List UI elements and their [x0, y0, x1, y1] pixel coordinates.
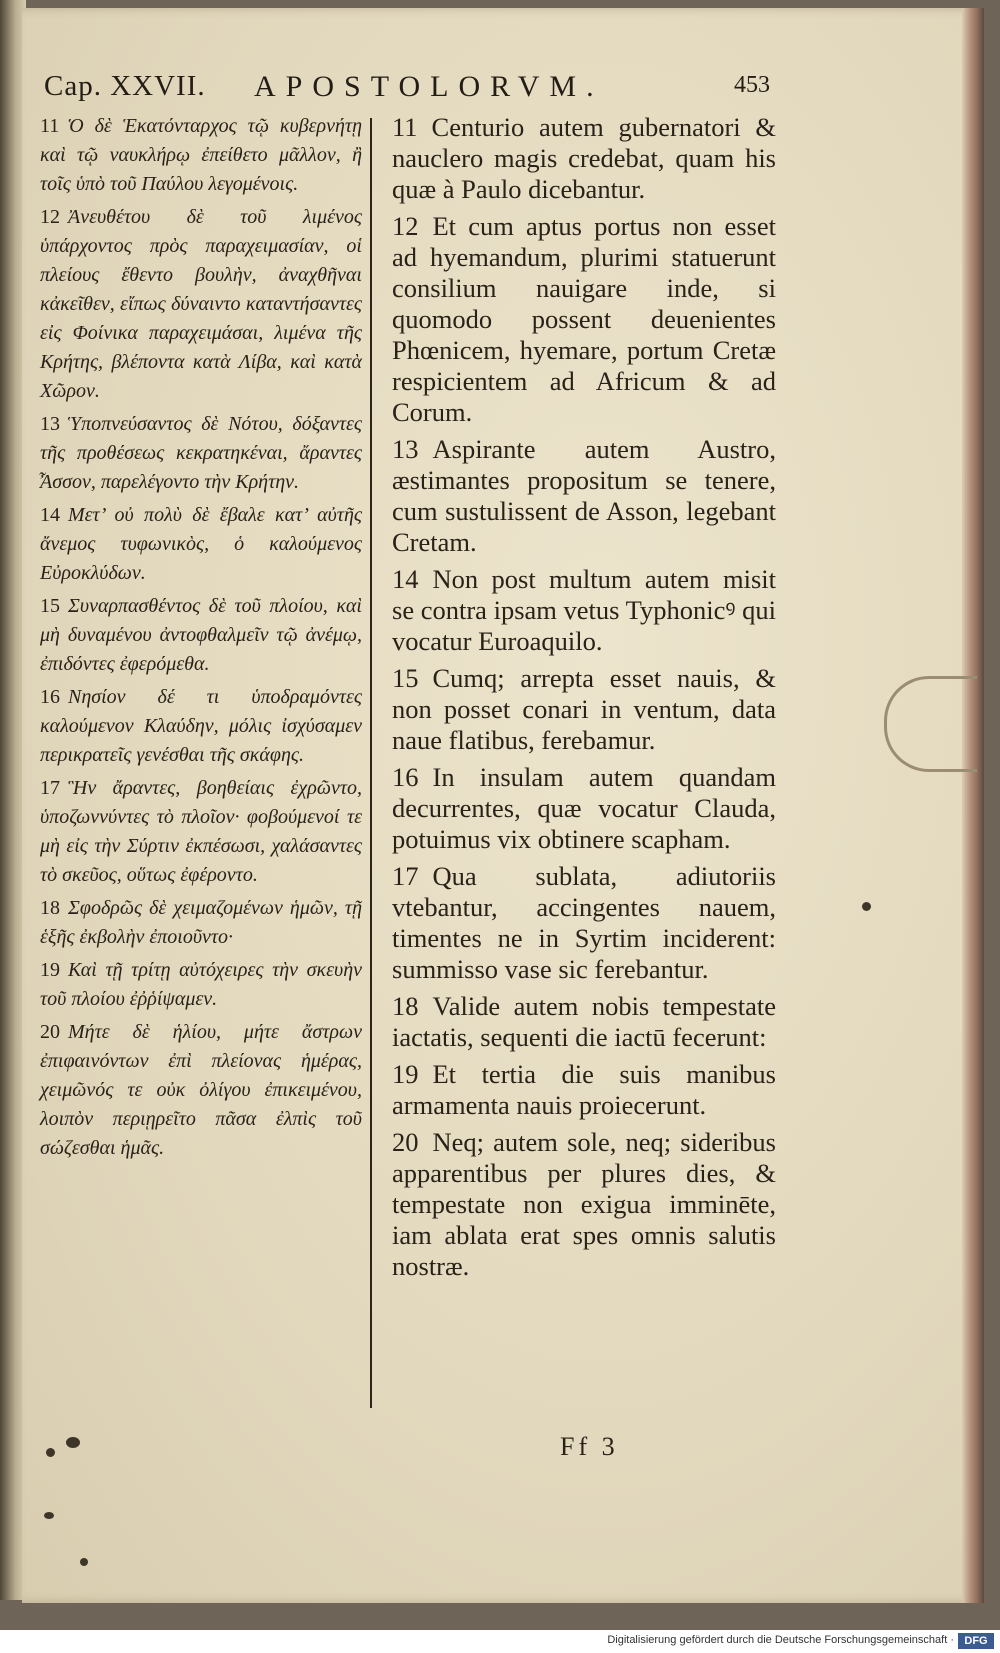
verse-text: Νησίον δέ τι ὑποδραμόντες καλούμενον Κλαύδην, μόλις ἰσχύσαμεν περικρατεῖς γενέσθαι τῆς σκάφης. [40, 686, 362, 766]
verse-text: Σφοδρῶς δὲ χειμαζομένων ἡμῶν, τῇ ἑξῆς ἐκβολὴν ἐποιοῦντο· [40, 897, 362, 948]
verse [392, 564, 776, 657]
verse-number: 16 [392, 762, 419, 792]
funding-credit: Digitalisierung gefördert durch die Deutsche Forschungsgemeinschaft · [607, 1634, 954, 1646]
verse [392, 991, 776, 1053]
verse [392, 861, 776, 985]
verse [40, 112, 362, 199]
running-header [44, 70, 784, 110]
verse-text: Non post multum autem misit se contra ipsam vetus Typhonicꝰ qui vocatur Euroaquilo. [392, 564, 776, 656]
verse [40, 592, 362, 679]
verse-number: 20 [40, 1021, 60, 1043]
verse [40, 1018, 362, 1163]
verse-number: 12 [392, 211, 419, 241]
verse-text: Neq; autem sole, neq; sideribus apparentibus per plures dies, & tempestate non exigua imminēte, iam ablata erat spes omnis salutis nostræ. [392, 1127, 776, 1281]
verse-number: 20 [392, 1127, 419, 1157]
ribbon-loop [884, 676, 977, 772]
dfg-logo: DFG [958, 1633, 994, 1649]
verse-text: Ὁ δὲ Ἑκατόνταρχος τῷ κυβερνήτῃ καὶ τῷ ναυκλήρῳ ἐπείθετο μᾶλλον, ἢ τοῖς ὑπὸ τοῦ Παύλου λεγομένοις. [40, 115, 362, 195]
verse-text: Cumq; arrepta esset nauis, & non posset conari in ventum, data naue flatibus, ferebamur. [392, 663, 776, 755]
latin-column [392, 112, 776, 1288]
verse [40, 203, 362, 406]
ink-spot [44, 1512, 54, 1519]
verse-number: 17 [40, 777, 60, 799]
verse-number: 13 [40, 413, 60, 435]
verse-number: 19 [392, 1059, 419, 1089]
verse-text: Καὶ τῇ τρίτῃ αὐτόχειρες τὴν σκευὴν τοῦ πλοίου ἐῤῥίψαμεν. [40, 959, 362, 1010]
verse-number: 12 [40, 206, 60, 228]
verse-text: Μήτε δὲ ἡλίου, μήτε ἄστρων ἐπιφαινόντων ἐπὶ πλείονας ἡμέρας, χειμῶνός τε οὐκ ὀλίγου ἐπικειμένου, λοιπὸν περιῃρεῖτο πᾶσα ἐλπὶς τοῦ σώζεσθαι ἡμᾶς. [40, 1021, 362, 1159]
verse-text: Ἣν ἄραντες, βοηθείαις ἐχρῶντο, ὑποζωννύντες τὸ πλοῖον· φοβούμενοί τε μὴ εἰς τὴν Σύρτιν ἐκπέσωσι, χαλάσαντες τὸ σκεῦος, οὕτως ἐφέροντο. [40, 777, 362, 886]
verse-number: 18 [392, 991, 419, 1021]
verse-text: Μετ’ οὐ πολὺ δὲ ἔβαλε κατ’ αὐτῆς ἄνεμος τυφωνικὸς, ὁ καλούμενος Εὐροκλύδων. [40, 504, 362, 584]
column-divider [370, 118, 372, 1408]
ink-spot [66, 1437, 80, 1448]
verse-number: 11 [392, 112, 418, 142]
verse-text: Et tertia die suis manibus armamenta nauis proiecerunt. [392, 1059, 776, 1120]
verse-text: Aspirante autem Austro, æstimantes propositum se tenere, cum sustulissent de Asson, legebant Cretam. [392, 434, 776, 557]
verse-number: 18 [40, 897, 60, 919]
footer-bar [0, 1630, 1000, 1653]
verse [392, 1059, 776, 1121]
ink-spot [862, 902, 871, 911]
verse [40, 683, 362, 770]
verse-number: 13 [392, 434, 419, 464]
page-number: 453 [734, 72, 770, 98]
chapter-heading: Cap. XXVII. [44, 70, 206, 102]
greek-column [40, 112, 362, 1167]
verse-text: Συναρπασθέντος δὲ τοῦ πλοίου, καὶ μὴ δυναμένου ἀντοφθαλμεῖν τῷ ἀνέμῳ, ἐπιδόντες ἐφερόμεθα. [40, 595, 362, 675]
book-title: APOSTOLORVM. [254, 70, 604, 103]
verse [392, 112, 776, 205]
verse-text: Qua sublata, adiutoriis vtebantur, accingentes nauem, timentes ne in Syrtim inciderent: summisso vase sic ferebantur. [392, 861, 776, 984]
verse-number: 14 [392, 564, 419, 594]
verse-number: 11 [40, 115, 60, 137]
verse-number: 15 [392, 663, 419, 693]
signature-mark: Ff 3 [560, 1432, 619, 1461]
verse [392, 1127, 776, 1282]
verse-text: Ἀνευθέτου δὲ τοῦ λιμένος ὑπάρχοντος πρὸς παραχειμασίαν, οἱ πλείους ἔθεντο βουλὴν, ἀναχθῆναι κἀκεῖθεν, εἴπως δύναιντο καταντήσαντες εἰς Φοίνικα παραχειμάσαι, λιμένα τῆς Κρήτης, βλέποντα κατὰ Λίβα, καὶ κατὰ Χῶρον. [40, 206, 362, 402]
verse-number: 14 [40, 504, 60, 526]
verse [40, 410, 362, 497]
verse-text: Valide autem nobis tempestate iactatis, sequenti die iactū fecerunt: [392, 991, 776, 1052]
verse [40, 501, 362, 588]
verse [392, 434, 776, 558]
verse-number: 17 [392, 861, 419, 891]
verse-text: Centurio autem gubernatori & nauclero magis credebat, quam his quæ à Paulo dicebantur. [392, 112, 776, 204]
verse-number: 15 [40, 595, 60, 617]
ink-spot [46, 1448, 55, 1457]
verse-text: In insulam autem quandam decurrentes, quæ vocatur Clauda, potuimus vix obtinere scapham. [392, 762, 776, 854]
verse-number: 16 [40, 686, 60, 708]
verse [40, 956, 362, 1014]
verse-number: 19 [40, 959, 60, 981]
verse [40, 774, 362, 890]
verse [392, 762, 776, 855]
verse [392, 663, 776, 756]
verse-text: Ὑποπνεύσαντος δὲ Νότου, δόξαντες τῆς προθέσεως κεκρατηκέναι, ἄραντες Ἆσσον, παρελέγοντο τὴν Κρήτην. [40, 413, 362, 493]
verse-text: Et cum aptus portus non esset ad hyemandum, plurimi statuerunt consilium nauigare inde, si quomodo possent deuenientes Phœnicem, hyemare, portum Cretæ respicientem ad Africum & ad Corum. [392, 211, 776, 427]
verse [392, 211, 776, 428]
ink-spot [80, 1558, 88, 1566]
verse [40, 894, 362, 952]
page-edge [962, 8, 984, 1603]
